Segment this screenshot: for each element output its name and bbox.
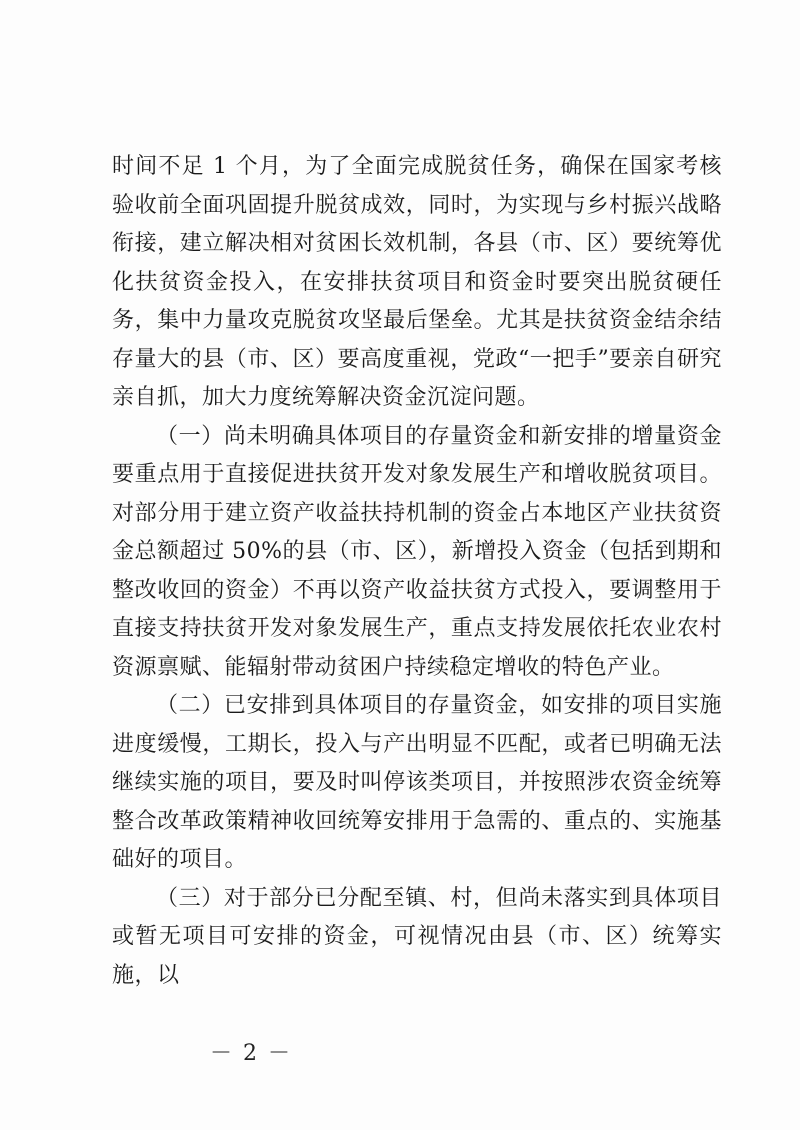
paragraph-section-3: （三）对于部分已分配至镇、村，但尚未落实到具体项目或暂无项目可安排的资金，可视情况由县（市、区）统筹实施，以: [112, 885, 722, 988]
paragraph-section-2: （二）已安排到具体项目的存量资金，如安排的项目实施进度缓慢，工期长，投入与产出明显不匹配，或者已明确无法继续实施的项目，要及时叫停该类项目，并按照涉农资金统筹整合改革政策精神收回统筹安排用于急需的、重点的、实施基础好的项目。: [112, 693, 722, 872]
paragraph-section-1: （一）尚未明确具体项目的存量资金和新安排的增量资金要重点用于直接促进扶贫开发对象发展生产和增收脱贫项目。对部分用于建立资产收益扶持机制的资金占本地区产业扶贫资金总额超过 50%的县（市、区），新增投入资金（包括到期和整改收回的资金）不再以资产收益扶贫方式投入，要调整用于直接支持扶贫开发对象发展生产，重点支持发展依托农业农村资源禀赋、能辐射带动贫困户持续稳定增收的特色产业。: [112, 423, 722, 680]
paragraph-continuation: 时间不足 1 个月，为了全面完成脱贫任务，确保在国家考核验收前全面巩固提升脱贫成效，同时，为实现与乡村振兴战略衔接，建立解决相对贫困长效机制，各县（市、区）要统筹优化扶贫资金投入，在安排扶贫项目和资金时要突出脱贫硬任务，集中力量攻克脱贫攻坚最后堡垒。尤其是扶贫资金结余结存量大的县（市、区）要高度重视，党政“一把手”要亲自研究亲自抓，加大力度统筹解决资金沉淀问题。: [112, 154, 722, 410]
document-body: [112, 148, 722, 995]
page-number: － 2 －: [210, 1041, 292, 1066]
